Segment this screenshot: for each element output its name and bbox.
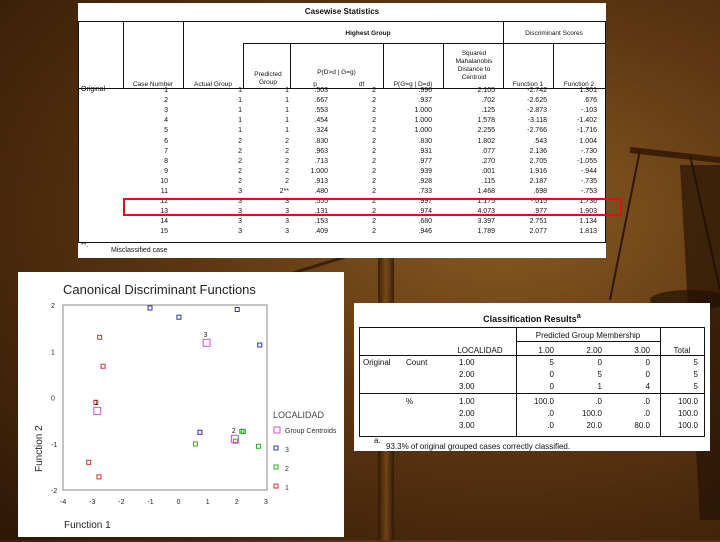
y-axis-label: Function 2 xyxy=(34,425,45,472)
row-value: 0 xyxy=(597,358,602,367)
classification-footnote: 93.3% of original grouped cases correctly classified. xyxy=(386,442,571,451)
cell-pgd: .977 xyxy=(418,157,432,165)
row-group: 3.00 xyxy=(459,382,475,391)
cell-case: 4 xyxy=(164,117,168,125)
cell-mahal: 1.578 xyxy=(477,117,495,125)
cell-f1: 2.705 xyxy=(529,157,547,165)
cell-actual: 3 xyxy=(238,208,242,216)
cell-df: 2 xyxy=(372,127,376,135)
cell-case: 13 xyxy=(160,208,168,216)
cell-df: 2 xyxy=(372,137,376,145)
plot-area xyxy=(63,305,267,490)
x-axis-label: Function 1 xyxy=(64,520,111,531)
cell-f2: -1.716 xyxy=(577,127,597,135)
col-p: p xyxy=(313,81,317,88)
row-value: 1 xyxy=(597,382,602,391)
cell-df: 2 xyxy=(372,188,376,195)
row-value: 5 xyxy=(693,382,698,391)
cell-pred: 1 xyxy=(285,127,289,135)
legend-title: LOCALIDAD xyxy=(273,410,325,420)
count-label: Count xyxy=(406,358,428,367)
col-pdg: P(D>d | G=g) xyxy=(317,69,356,76)
cell-pgd: .939 xyxy=(418,167,432,175)
cell-pred: 1 xyxy=(285,117,289,125)
cell-f1: .543 xyxy=(533,137,547,145)
highest-group-header: Highest Group xyxy=(345,30,391,37)
row-value: .0 xyxy=(643,409,650,418)
cell-f2: 1.903 xyxy=(579,208,597,216)
cell-df: 2 xyxy=(372,208,376,216)
col-actual-group: Actual Group xyxy=(194,81,232,88)
legend-swatch xyxy=(274,446,278,450)
x-tick-label: 1 xyxy=(205,499,210,506)
cell-mahal: 1.175 xyxy=(477,198,495,206)
row-value: .0 xyxy=(595,397,602,406)
cell-df: 2 xyxy=(372,167,376,175)
data-point-group-1 xyxy=(101,364,105,368)
cell-pred: 2 xyxy=(285,157,289,165)
cell-pgd: .997 xyxy=(418,198,432,206)
data-point-group-1 xyxy=(87,460,91,464)
col-df: df xyxy=(358,81,365,88)
cell-mahal: 4.073 xyxy=(477,208,495,216)
cell-f1: 2.077 xyxy=(529,228,547,236)
cell-case: 8 xyxy=(164,157,168,165)
cell-case: 2 xyxy=(164,97,168,105)
cell-df: 2 xyxy=(372,117,376,125)
y-tick-label: 2 xyxy=(51,303,55,310)
cell-pgd: .928 xyxy=(418,177,432,185)
data-point-group-3 xyxy=(235,307,239,311)
data-point-group-3 xyxy=(198,430,202,434)
cell-pred: 1 xyxy=(285,87,289,94)
col-mahalanobis: Squared Mahalanobis Distance to Centroid xyxy=(455,50,493,81)
x-tick-label: 2 xyxy=(234,499,239,506)
data-point-group-3 xyxy=(258,343,262,347)
legend-swatch xyxy=(274,465,278,469)
x-tick-label: 3 xyxy=(264,499,268,506)
cell-f1: -2.873 xyxy=(527,107,547,115)
y-tick-label: -1 xyxy=(51,441,58,449)
col-localidad: LOCALIDAD xyxy=(457,346,503,355)
cell-f2: -1.055 xyxy=(577,157,597,165)
cell-pred: 3 xyxy=(285,208,289,216)
row-value: .0 xyxy=(547,421,554,430)
cell-pgd: 1.000 xyxy=(414,117,432,125)
row-value: 5 xyxy=(549,358,554,367)
row-group: 2.00 xyxy=(459,409,475,418)
col-predicted-group: Predicted Group xyxy=(254,71,282,86)
col-value: 3.00 xyxy=(634,346,650,355)
cell-pgd: .974 xyxy=(418,208,432,216)
legend-label: 2 xyxy=(285,466,289,473)
cell-case: 14 xyxy=(160,218,168,226)
group-centroid xyxy=(94,407,101,414)
cell-f1: -2.625 xyxy=(527,97,547,105)
row-value: 4 xyxy=(645,382,650,391)
row-group: 1.00 xyxy=(459,358,475,367)
cell-actual: 1 xyxy=(238,127,242,135)
cell-f2: 1.813 xyxy=(579,228,597,236)
centroid-label: 3 xyxy=(203,331,208,339)
cell-mahal: 1.802 xyxy=(477,137,495,145)
original-label: Original xyxy=(81,86,106,93)
col-function-2: Function 2 xyxy=(563,81,595,88)
cell-actual: 1 xyxy=(238,87,242,94)
x-axis-ticks xyxy=(60,499,268,506)
classification-footnote-mark: a. xyxy=(374,436,381,445)
cell-mahal: 3.397 xyxy=(477,218,495,226)
row-value: 100.0 xyxy=(677,397,698,406)
col-total: Total xyxy=(673,346,691,355)
cell-actual: 2 xyxy=(238,137,242,145)
col-value: 1.00 xyxy=(538,346,554,355)
group-centroid xyxy=(203,339,210,346)
cell-f1: -2.742 xyxy=(527,87,547,94)
cell-p: .713 xyxy=(314,157,328,165)
cell-actual: 1 xyxy=(238,97,242,105)
row-value: 5 xyxy=(693,370,698,379)
y-axis-ticks xyxy=(51,303,57,495)
data-point-group-1 xyxy=(98,335,102,339)
row-group: 1.00 xyxy=(459,397,475,406)
predicted-membership-header: Predicted Group Membership xyxy=(535,331,641,340)
cell-mahal: 1.789 xyxy=(477,228,495,236)
cell-actual: 2 xyxy=(238,157,242,165)
data-point-group-3 xyxy=(177,315,181,319)
col-value: 2.00 xyxy=(586,346,602,355)
row-value: .0 xyxy=(547,409,554,418)
cell-p: .131 xyxy=(314,208,328,216)
cell-pred: 3 xyxy=(285,198,289,206)
row-group: 2.00 xyxy=(459,370,475,379)
cell-p: .503 xyxy=(314,87,328,94)
x-tick-label: -4 xyxy=(60,499,67,506)
row-value: 0 xyxy=(549,382,554,391)
row-value: 0 xyxy=(645,358,650,367)
cell-f2: .676 xyxy=(583,97,597,105)
cell-df: 2 xyxy=(372,87,376,94)
cell-actual: 2 xyxy=(238,177,242,185)
cell-actual: 3 xyxy=(238,188,242,195)
canonical-chart-svg xyxy=(18,272,344,537)
cell-mahal: .270 xyxy=(481,157,495,165)
col-pgd: P(G=g | D=d) xyxy=(393,81,433,88)
cell-f1: .698 xyxy=(533,188,547,195)
data-point-group-2 xyxy=(256,444,260,448)
cell-p: .830 xyxy=(314,137,328,145)
chart-legend xyxy=(273,410,337,492)
legend-label: 3 xyxy=(285,447,289,454)
cell-mahal: .077 xyxy=(481,147,495,155)
row-value: 5 xyxy=(597,370,602,379)
row-value: 100.0 xyxy=(677,409,698,418)
col-case-number: Case Number xyxy=(132,81,174,88)
cell-pred: 2 xyxy=(285,167,289,175)
cell-p: .963 xyxy=(314,147,328,155)
cell-case: 10 xyxy=(160,177,168,185)
y-tick-label: -2 xyxy=(51,488,58,495)
cell-p: .555 xyxy=(314,198,328,206)
cell-df: 2 xyxy=(372,177,376,185)
cell-mahal: .001 xyxy=(481,167,495,175)
cell-f2: 1.134 xyxy=(579,218,597,226)
casewise-title: Casewise Statistics xyxy=(304,7,380,16)
cell-pgd: 1.000 xyxy=(414,107,432,115)
cell-f2: -.753 xyxy=(581,188,597,195)
cell-case: 12 xyxy=(160,198,168,206)
cell-df: 2 xyxy=(372,198,376,206)
cell-case: 6 xyxy=(164,137,168,145)
classification-results-table xyxy=(354,303,710,451)
cell-f1: 1.916 xyxy=(529,167,547,175)
classification-title xyxy=(354,311,710,324)
cell-pred: 3 xyxy=(285,228,289,236)
cell-actual: 3 xyxy=(238,218,242,226)
cell-p: .553 xyxy=(314,107,328,115)
cell-actual: 3 xyxy=(238,198,242,206)
cell-df: 2 xyxy=(372,218,376,226)
cell-f2: -.103 xyxy=(581,107,597,115)
cell-case: 5 xyxy=(164,127,168,135)
row-value: 100.0 xyxy=(677,421,698,430)
row-value: 20.0 xyxy=(586,421,602,430)
cell-pgd: .733 xyxy=(418,188,432,195)
cell-pgd: .931 xyxy=(418,147,432,155)
cell-p: 1.000 xyxy=(310,167,328,175)
cell-f1: 2.187 xyxy=(529,177,547,185)
cell-df: 2 xyxy=(372,97,376,105)
cell-pred: 1 xyxy=(285,107,289,115)
chart-title: Canonical Discriminant Functions xyxy=(63,282,256,297)
cell-case: 9 xyxy=(164,167,168,175)
x-tick-label: -2 xyxy=(118,499,125,506)
cell-f2: -.944 xyxy=(581,167,597,175)
original-label: Original xyxy=(363,358,391,367)
row-value: 5 xyxy=(693,358,698,367)
legend-label: Group Centroids xyxy=(285,428,337,435)
cell-mahal: 1.468 xyxy=(477,188,495,195)
row-group: 3.00 xyxy=(459,421,475,430)
centroid-label: 1 xyxy=(94,399,99,407)
percent-label: % xyxy=(406,397,414,406)
cell-df: 2 xyxy=(372,228,376,236)
cell-df: 2 xyxy=(372,147,376,155)
cell-mahal: .702 xyxy=(481,97,495,105)
row-value: 0 xyxy=(645,370,650,379)
cell-pred: 2 xyxy=(285,147,289,155)
classification-title-text: Classification Results xyxy=(483,314,577,324)
data-point-group-2 xyxy=(193,442,197,446)
legend-label: 1 xyxy=(285,485,289,492)
cell-case: 3 xyxy=(164,107,168,115)
legend-swatch xyxy=(274,484,278,488)
cell-pred: 3 xyxy=(285,218,289,226)
cell-f2: 1.004 xyxy=(579,137,597,145)
cell-f1: -2.766 xyxy=(527,127,547,135)
cell-pgd: .680 xyxy=(418,218,432,226)
cell-mahal: 2.105 xyxy=(477,87,495,94)
data-point-group-1 xyxy=(97,475,101,479)
cell-df: 2 xyxy=(372,107,376,115)
row-value: 100.0 xyxy=(533,397,554,406)
centroid-label: 2 xyxy=(231,427,236,435)
classification-title-mark: a xyxy=(576,311,581,320)
cell-f1: 2.136 xyxy=(529,147,547,155)
cell-p: .913 xyxy=(314,177,328,185)
cell-mahal: .115 xyxy=(481,177,495,185)
cell-p: .454 xyxy=(314,117,328,125)
row-value: 100.0 xyxy=(581,409,602,418)
data-point-group-3 xyxy=(148,306,152,310)
cell-pgd: 1.000 xyxy=(414,127,432,135)
cell-df: 2 xyxy=(372,157,376,165)
cell-case: 7 xyxy=(164,147,168,155)
cell-f2: 1.736 xyxy=(579,198,597,206)
cell-f1: .977 xyxy=(533,208,547,216)
legend-swatch xyxy=(274,427,280,433)
x-tick-label: -3 xyxy=(89,499,96,506)
cell-p: .324 xyxy=(314,127,328,135)
cell-f1: -3.118 xyxy=(527,117,547,125)
cell-pgd: .830 xyxy=(418,137,432,145)
casewise-statistics-table xyxy=(78,3,606,258)
footnote-mark: **. xyxy=(81,242,89,249)
cell-p: .480 xyxy=(314,188,328,195)
cell-f2: -.730 xyxy=(581,147,597,155)
x-tick-label: -1 xyxy=(147,499,154,506)
row-value: .0 xyxy=(643,397,650,406)
misclassified-case-highlight xyxy=(123,198,622,216)
cell-pred: 1 xyxy=(285,97,289,105)
cell-f1: 2.751 xyxy=(529,218,547,226)
misclassified-footnote: Misclassified case xyxy=(111,247,168,254)
cell-pred: 2 xyxy=(285,177,289,185)
cell-p: .409 xyxy=(314,228,328,236)
cell-pred: 2 xyxy=(285,137,289,145)
scatter-points xyxy=(87,306,262,479)
cell-actual: 3 xyxy=(238,228,242,236)
col-function-1: Function 1 xyxy=(512,81,544,88)
y-tick-label: 1 xyxy=(51,349,55,357)
cell-pgd: .996 xyxy=(418,87,432,94)
cell-case: 15 xyxy=(160,228,168,236)
cell-p: .153 xyxy=(314,218,328,226)
discriminant-scores-header: Discriminant Scores xyxy=(525,30,583,37)
cell-f2: 1.301 xyxy=(579,87,597,94)
cell-f1: -.015 xyxy=(531,198,547,206)
cell-p: .667 xyxy=(314,97,328,105)
cell-actual: 2 xyxy=(238,147,242,155)
canonical-discriminant-chart xyxy=(18,272,344,537)
cell-f2: -1.402 xyxy=(577,117,597,125)
cell-case: 1 xyxy=(164,87,168,94)
cell-pgd: .937 xyxy=(418,97,432,105)
x-tick-label: 0 xyxy=(176,499,181,506)
cell-pgd: .946 xyxy=(418,228,432,236)
cell-case: 11 xyxy=(160,188,168,195)
y-tick-label: 0 xyxy=(51,395,55,403)
cell-pred: 2** xyxy=(279,188,289,195)
cell-actual: 1 xyxy=(238,107,242,115)
cell-actual: 2 xyxy=(238,167,242,175)
cell-f2: -.735 xyxy=(581,177,597,185)
cell-actual: 1 xyxy=(238,117,242,125)
row-value: 80.0 xyxy=(634,421,650,430)
cell-mahal: .125 xyxy=(481,107,495,115)
cell-mahal: 2.255 xyxy=(477,127,495,135)
row-value: 0 xyxy=(549,370,554,379)
